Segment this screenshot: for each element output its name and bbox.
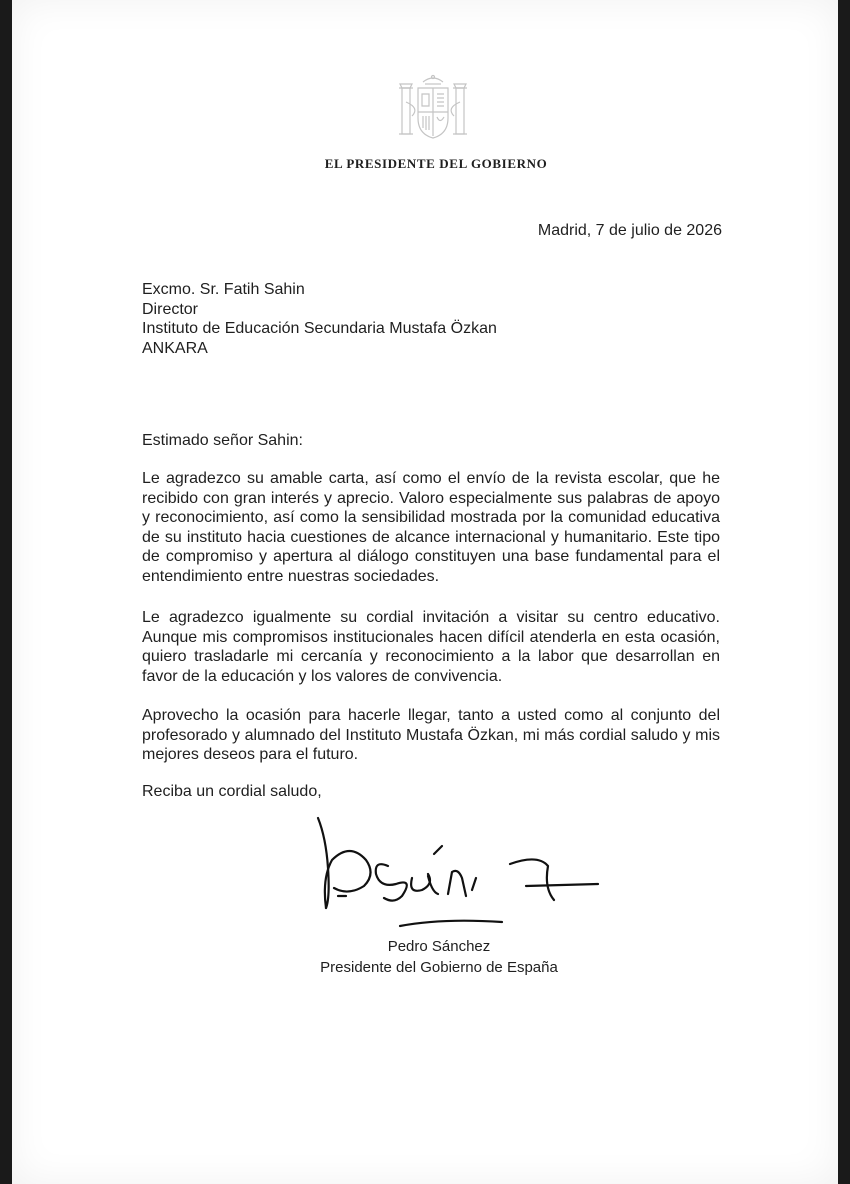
body-paragraph-3: Aprovecho la ocasión para hacerle llegar, tanto a usted como al conjunto del profesorado y alumnado del Instituto Mustafa Özkan, mi más cordial saludo y mis mejores deseos para el futuro. [142, 707, 720, 764]
signer-block [12, 936, 838, 978]
recipient-title: Director [142, 300, 199, 318]
body-paragraph-2: Le agradezco igualmente su cordial invitación a visitar su centro educativo. Aunque mis compromisos institucionales hacen difícil atenderla en esta ocasión, quiero trasladarle mi cercanía y reconocimiento a la labor que desarrollan en favor de la educación y los valores de convivencia. [142, 609, 720, 685]
letter-page [12, 0, 838, 1184]
recipient-institution: Instituto de Educación Secundaria Mustafa Özkan [142, 320, 497, 337]
handwritten-signature-icon [302, 808, 602, 938]
recipient-city: ANKARA [142, 339, 208, 357]
signer-position: Presidente del Gobierno de España [320, 959, 558, 976]
letterhead-title: EL PRESIDENTE DEL GOBIERNO [324, 156, 548, 171]
recipient-name: Excmo. Sr. Fatih Sahin [142, 281, 305, 298]
coat-of-arms-icon [390, 72, 476, 144]
recipient-address [142, 280, 497, 358]
salutation: Estimado señor Sahin: [142, 432, 303, 449]
signer-name: Pedro Sánchez [387, 938, 491, 955]
closing-line: Reciba un cordial saludo, [142, 783, 322, 800]
letter-date: Madrid, 7 de julio de 2026 [537, 222, 722, 239]
body-paragraph-1: Le agradezco su amable carta, así como el envío de la revista escolar, que he recibido con gran interés y aprecio. Valoro especialmente sus palabras de apoyo y reconocimiento, así como la sensibilidad mostrada por la comunidad educativa de su instituto hacia cuestiones de alcance internacional y humanitario. Este tipo de compromiso y apertura al diálogo constituyen una base fundamental para el entendimiento entre nuestras sociedades. [142, 470, 720, 585]
